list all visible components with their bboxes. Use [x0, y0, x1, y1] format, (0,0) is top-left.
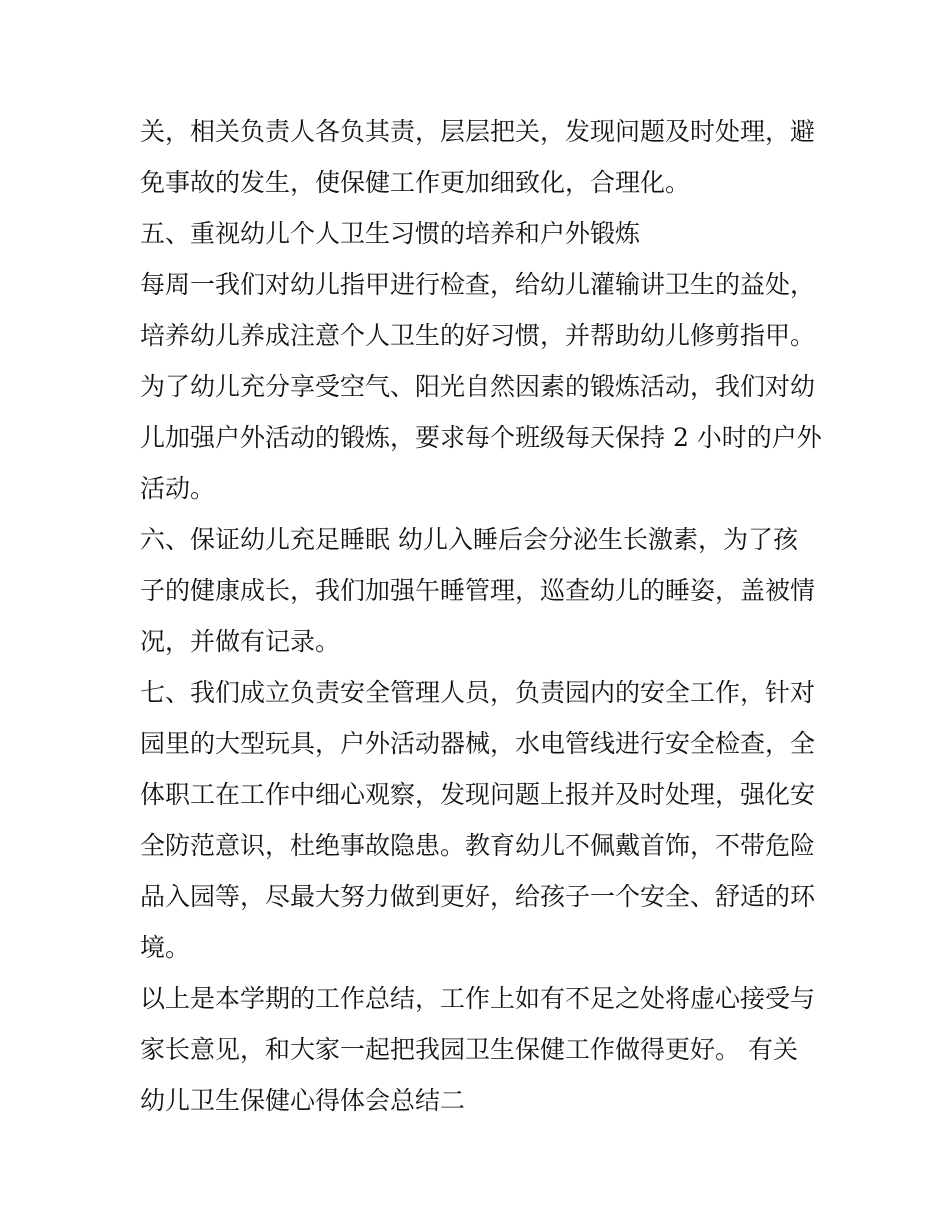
text-line: 活动。 — [140, 474, 216, 503]
text-line: 儿加强户外活动的锻炼，要求每个班级每天保持 2 小时的户外 — [140, 423, 822, 452]
text-line: 境。 — [140, 933, 191, 962]
text-line: 体职工在工作中细心观察，发现问题上报并及时处理，强化安 — [140, 780, 816, 809]
text-line: 全防范意识，杜绝事故隐患。教育幼儿不佩戴首饰，不带危险 — [140, 831, 816, 860]
section-heading: 五、重视幼儿个人卫生习惯的培养和户外锻炼 — [140, 219, 641, 248]
text-line: 园里的大型玩具，户外活动器械，水电管线进行安全检查，全 — [140, 729, 816, 758]
text-line: 培养幼儿养成注意个人卫生的好习惯，并帮助幼儿修剪指甲。 — [140, 321, 816, 350]
text-line: 家长意见，和大家一起把我园卫生保健工作做得更好。 有关 — [140, 1035, 798, 1064]
text-line: 关，相关负责人各负其责，层层把关，发现问题及时处理，避 — [140, 117, 816, 146]
text-line: 况，并做有记录。 — [140, 627, 341, 656]
section-heading: 七、我们成立负责安全管理人员，负责园内的安全工作，针对 — [140, 678, 816, 707]
text-line: 幼儿卫生保健心得体会总结二 — [140, 1086, 466, 1115]
document-body — [140, 106, 830, 1126]
text-line: 以上是本学期的工作总结，工作上如有不足之处将虚心接受与 — [140, 984, 816, 1013]
section-heading: 六、保证幼儿充足睡眠 幼儿入睡后会分泌生长激素，为了孩 — [140, 525, 798, 554]
text-line: 品入园等，尽最大努力做到更好，给孩子一个安全、舒适的环 — [140, 882, 816, 911]
text-line: 免事故的发生，使保健工作更加细致化，合理化。 — [140, 168, 691, 197]
text-line: 为了幼儿充分享受空气、阳光自然因素的锻炼活动，我们对幼 — [140, 372, 816, 401]
text-line: 每周一我们对幼儿指甲进行检查，给幼儿灌输讲卫生的益处， — [140, 270, 816, 299]
text-line: 子的健康成长，我们加强午睡管理，巡查幼儿的睡姿，盖被情 — [140, 576, 816, 605]
